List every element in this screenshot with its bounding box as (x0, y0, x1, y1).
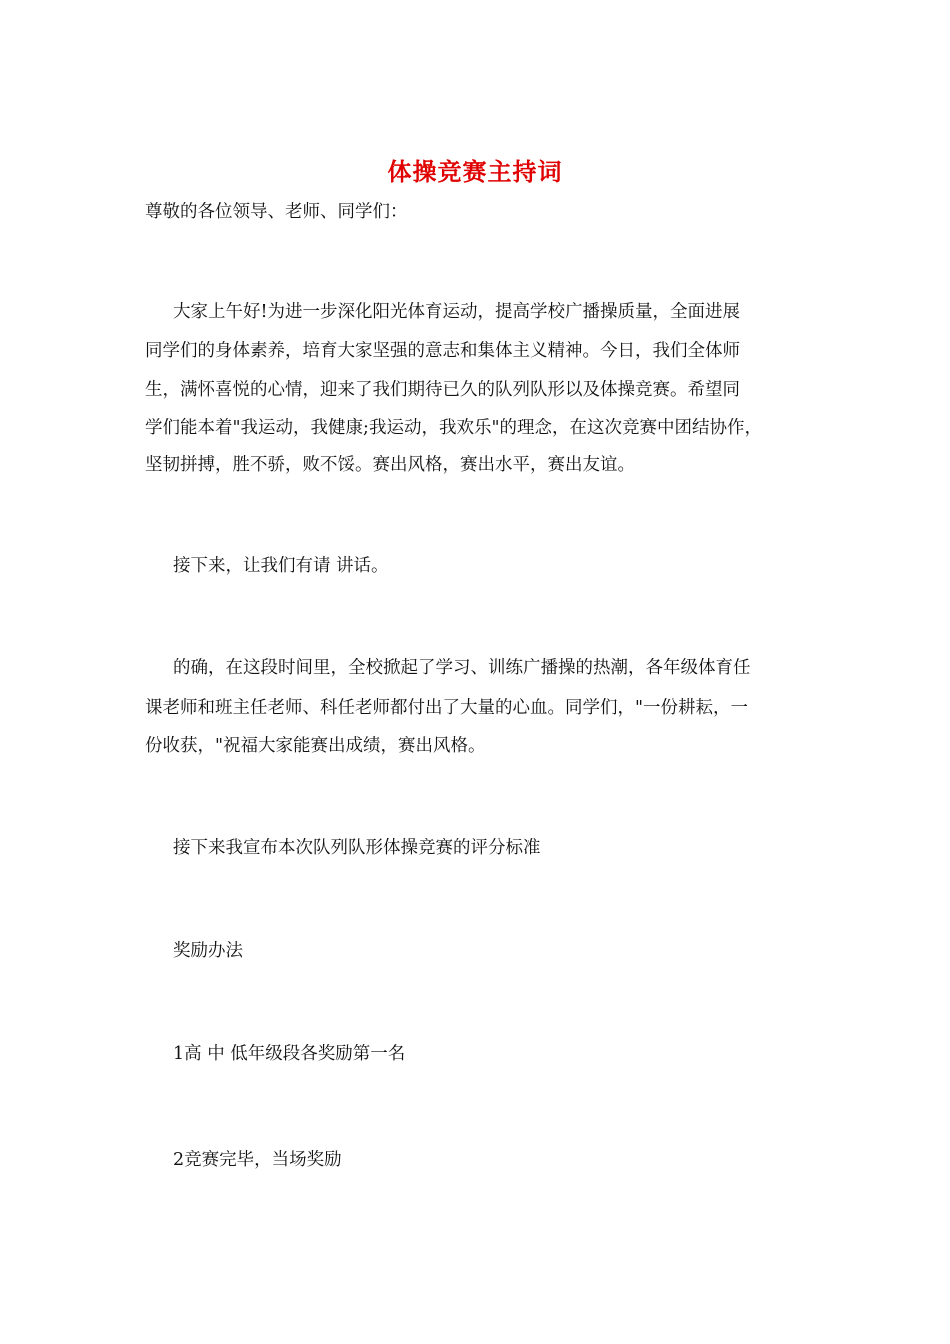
salutation: 尊敬的各位领导、老师、同学们： (145, 202, 408, 222)
list-item: 1高 中 低年级段各奖励第一名 (173, 1044, 406, 1064)
document-title: 体操竞赛主持词 (387, 158, 563, 186)
paragraph-line: 同学们的身体素养，培育大家坚强的意志和集体主义精神。今日，我们全体师 (145, 341, 740, 361)
list-item: 2竞赛完毕，当场奖励 (173, 1150, 342, 1170)
paragraph-line: 的确，在这段时间里，全校掀起了学习、训练广播操的热潮，各年级体育任 (173, 658, 751, 678)
paragraph-line: 学们能本着"我运动，我健康;我运动，我欢乐"的理念，在这次竞赛中团结协作， (145, 418, 762, 438)
paragraph-line: 坚韧拼搏，胜不骄，败不馁。赛出风格，赛出水平，赛出友谊。 (145, 455, 635, 475)
paragraph-line: 大家上午好!为进一步深化阳光体育运动，提高学校广播操质量，全面进展 (173, 302, 741, 322)
paragraph-line: 接下来，让我们有请 讲话。 (173, 556, 389, 576)
paragraph-line: 课老师和班主任老师、科任老师都付出了大量的心血。同学们，"一份耕耘，一 (145, 698, 749, 718)
paragraph-line: 奖励办法 (173, 941, 243, 961)
paragraph-line: 接下来我宣布本次队列队形体操竞赛的评分标准 (173, 838, 541, 858)
paragraph-line: 份收获，"祝福大家能赛出成绩，赛出风格。 (145, 736, 486, 756)
paragraph-line: 生，满怀喜悦的心情，迎来了我们期待已久的队列队形以及体操竞赛。希望同 (145, 380, 740, 400)
